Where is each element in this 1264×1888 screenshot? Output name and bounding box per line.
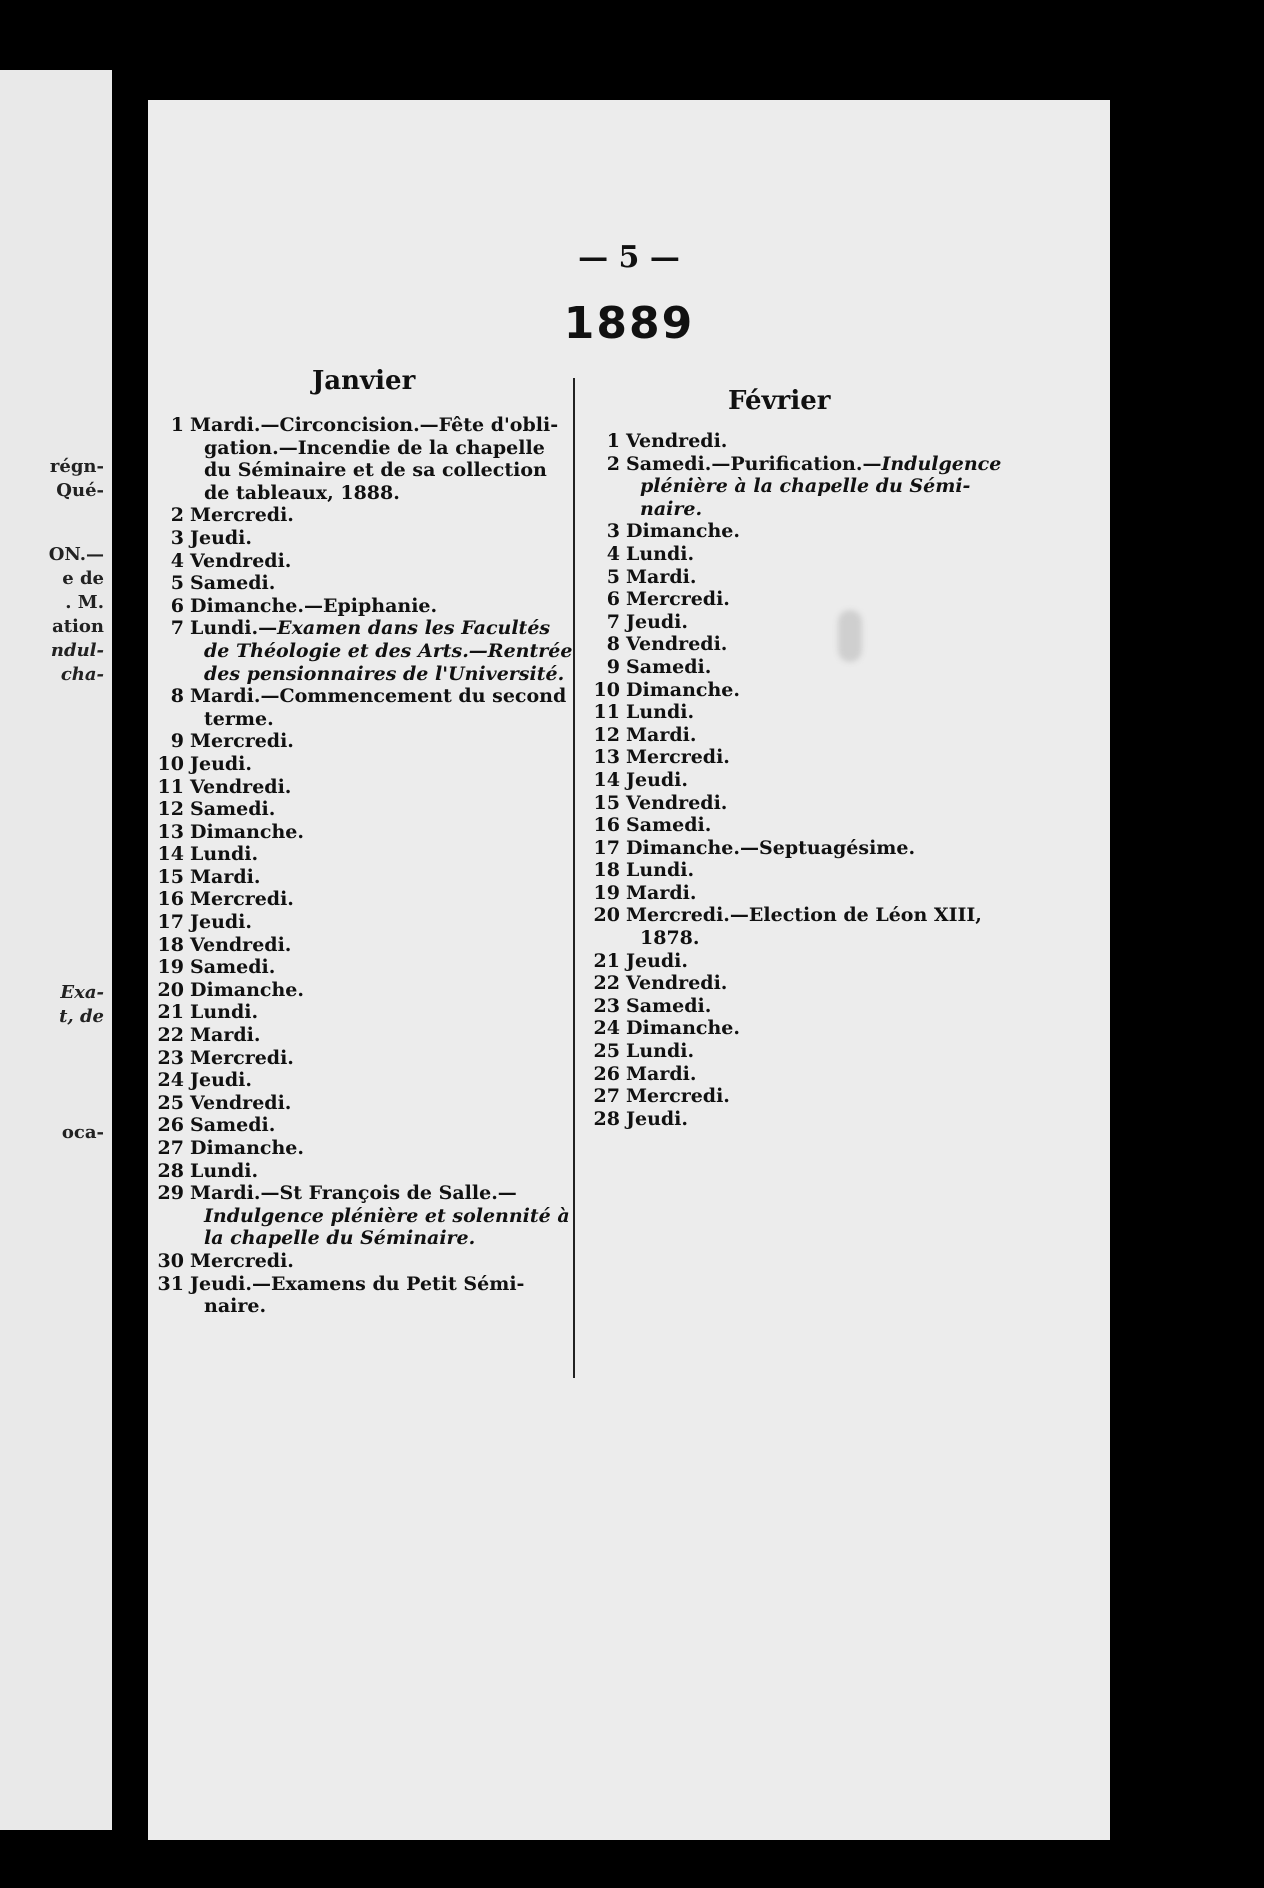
day-number: 1 — [606, 430, 620, 452]
list-item — [584, 566, 1104, 589]
facing-page-text: t, de — [59, 1006, 104, 1027]
list-item — [584, 701, 1104, 724]
day-number: 3 — [606, 520, 620, 543]
list-item — [584, 1085, 1104, 1108]
year-heading: 1889 — [563, 298, 695, 349]
day-number: 18 — [593, 859, 620, 882]
day-text: Jeudi. — [190, 1069, 253, 1092]
list-item — [148, 1137, 568, 1160]
day-text: Samedi. — [626, 814, 712, 837]
entry-continuation: naire. — [204, 1295, 267, 1318]
day-number: 13 — [593, 746, 620, 769]
facing-page-text: . M. — [65, 592, 104, 613]
day-text: Jeudi. — [626, 610, 689, 633]
day-text: Mercredi. — [626, 588, 730, 611]
day-number: 22 — [157, 1024, 184, 1047]
list-item — [148, 1160, 568, 1183]
day-number: 29 — [157, 1182, 184, 1205]
day-number: 16 — [157, 888, 184, 911]
entry-continuation: terme. — [204, 707, 274, 730]
janvier-list — [148, 414, 573, 1318]
facing-page-text: cha- — [60, 664, 104, 685]
list-item — [584, 950, 1104, 973]
day-text: Dimanche. — [190, 820, 305, 843]
day-text: Dimanche.—Septuagésime. — [626, 836, 916, 859]
day-text: Mardi. — [190, 1024, 261, 1047]
day-number: 21 — [157, 1001, 184, 1024]
day-text: Dimanche.—Epiphanie. — [190, 594, 438, 617]
list-item — [584, 814, 1104, 837]
day-number: 24 — [593, 1017, 620, 1040]
page-number: — 5 — — [578, 240, 680, 275]
day-number: 2 — [170, 504, 184, 527]
list-item — [148, 911, 568, 934]
day-text: Lundi. — [626, 542, 695, 565]
day-text: Mardi.—St François de Salle.— — [190, 1182, 517, 1205]
list-item — [148, 1250, 568, 1273]
list-item — [148, 798, 568, 821]
list-item — [584, 724, 1104, 747]
day-text: Dimanche. — [626, 678, 741, 701]
day-number: 12 — [157, 798, 184, 821]
entry-continuation: des pensionnaires de l'Université. — [204, 662, 565, 685]
day-text: Lundi. — [190, 843, 259, 866]
list-item — [584, 837, 1104, 860]
day-text: Samedi. — [190, 956, 276, 979]
entry-continuation: de Théologie et des Arts.—Rentrée — [204, 639, 573, 662]
month-title-janvier: Janvier — [312, 366, 416, 396]
entry-continuation: de tableaux, 1888. — [204, 481, 400, 504]
day-text: Mardi.—Commencement du second — [190, 685, 567, 708]
day-text: Lundi. — [626, 859, 695, 882]
day-number: 14 — [593, 768, 620, 791]
day-text-plain: Lundi.— — [190, 617, 278, 640]
list-item — [148, 1273, 568, 1296]
day-text-italic: Indulgence — [881, 452, 1002, 475]
entry-continuation: plénière à la chapelle du Sémi- — [640, 475, 971, 498]
day-number: 9 — [606, 655, 620, 678]
day-text: Lundi. — [190, 1159, 259, 1182]
day-text-italic: Examen dans les Facultés — [277, 617, 551, 640]
book-gutter — [112, 80, 148, 1820]
day-number: 23 — [593, 994, 620, 1017]
day-text — [626, 453, 1001, 476]
day-text: Samedi. — [626, 994, 712, 1017]
day-text: Mercredi. — [190, 730, 294, 753]
day-number: 20 — [593, 904, 620, 927]
list-item — [148, 934, 568, 957]
list-item — [148, 843, 568, 866]
day-text: Dimanche. — [190, 1137, 305, 1159]
list-item — [148, 979, 568, 1002]
calendar-page — [148, 100, 1110, 1840]
day-text: Mardi. — [626, 723, 697, 746]
facing-page-text: Qué- — [56, 480, 104, 501]
day-text: Lundi. — [626, 1040, 695, 1063]
list-item — [584, 611, 1104, 634]
day-number: 22 — [593, 972, 620, 995]
day-number: 20 — [157, 978, 184, 1001]
day-text-plain: Samedi.—Purification.— — [626, 452, 882, 475]
list-item — [148, 1182, 568, 1205]
day-text: Vendredi. — [190, 549, 292, 572]
list-item — [584, 679, 1104, 702]
list-item — [584, 430, 1104, 453]
list-item — [148, 1069, 568, 1092]
day-text: Lundi. — [626, 701, 695, 724]
list-item — [148, 617, 568, 640]
day-number: 27 — [157, 1137, 184, 1159]
list-item — [584, 543, 1104, 566]
list-item — [148, 572, 568, 595]
list-item — [148, 821, 568, 844]
day-text: Mercredi. — [626, 1085, 730, 1108]
list-item — [148, 1114, 568, 1137]
day-text: Jeudi. — [190, 911, 253, 934]
day-number: 24 — [157, 1069, 184, 1092]
facing-page-text: ndul- — [50, 640, 104, 661]
day-number: 25 — [157, 1091, 184, 1114]
list-item — [584, 633, 1104, 656]
day-text: Vendredi. — [626, 633, 728, 656]
day-number: 11 — [157, 775, 184, 798]
entry-continuation: 1878. — [640, 927, 700, 950]
day-number: 19 — [593, 881, 620, 904]
day-number: 5 — [170, 572, 184, 595]
day-number: 1 — [170, 414, 184, 436]
day-number: 6 — [606, 588, 620, 611]
day-text: Vendredi. — [190, 933, 292, 956]
day-number: 10 — [593, 678, 620, 701]
day-number: 30 — [157, 1249, 184, 1272]
day-number: 23 — [157, 1046, 184, 1069]
day-number: 31 — [157, 1272, 184, 1295]
entry-continuation: naire. — [640, 497, 703, 520]
list-item — [148, 1092, 568, 1115]
day-text: Jeudi. — [626, 768, 689, 791]
day-text: Mardi. — [626, 881, 697, 904]
list-item — [148, 753, 568, 776]
day-text — [190, 617, 550, 640]
day-number: 13 — [157, 820, 184, 843]
day-text: Jeudi. — [626, 949, 689, 972]
facing-page-text: oca- — [61, 1122, 104, 1143]
facing-page-text: ation — [52, 616, 104, 637]
list-item — [148, 504, 568, 527]
day-text: Jeudi. — [190, 752, 253, 775]
facing-page-text: e de — [62, 568, 104, 589]
day-number: 17 — [157, 911, 184, 934]
day-number: 21 — [593, 949, 620, 972]
day-number: 11 — [593, 701, 620, 724]
day-text: Samedi. — [626, 655, 712, 678]
list-item — [584, 1108, 1104, 1131]
entry-continuation: Indulgence plénière et solennité à — [204, 1204, 570, 1227]
day-number: 19 — [157, 956, 184, 979]
day-text: Dimanche. — [190, 978, 305, 1001]
day-text: Mardi. — [626, 1062, 697, 1085]
list-item — [584, 1017, 1104, 1040]
list-item — [148, 527, 568, 550]
day-number: 28 — [593, 1107, 620, 1130]
day-text: Samedi. — [190, 1114, 276, 1137]
list-item — [148, 685, 568, 708]
day-number: 5 — [606, 565, 620, 588]
list-item — [148, 956, 568, 979]
day-text: Mercredi. — [190, 888, 294, 911]
day-number: 26 — [593, 1062, 620, 1085]
list-item — [584, 859, 1104, 882]
day-number: 26 — [157, 1114, 184, 1137]
day-number: 15 — [157, 865, 184, 888]
list-item — [584, 520, 1104, 543]
day-number: 15 — [593, 791, 620, 814]
list-item — [584, 1063, 1104, 1086]
day-text: Mercredi.—Election de Léon XIII, — [626, 904, 982, 927]
day-number: 8 — [606, 633, 620, 656]
list-item — [584, 904, 1104, 927]
day-number: 7 — [170, 617, 184, 640]
entry-continuation: gation.—Incendie de la chapelle — [204, 436, 545, 459]
day-number: 27 — [593, 1085, 620, 1108]
list-item — [584, 656, 1104, 679]
fevrier-list — [584, 430, 1104, 1130]
day-number: 10 — [157, 752, 184, 775]
day-text: Samedi. — [190, 798, 276, 821]
day-number: 4 — [170, 549, 184, 572]
day-number: 12 — [593, 723, 620, 746]
list-item — [148, 730, 568, 753]
day-text: Mercredi. — [190, 504, 294, 527]
day-number: 8 — [170, 685, 184, 708]
day-text: Jeudi. — [190, 526, 253, 549]
list-item — [148, 1024, 568, 1047]
day-number: 28 — [157, 1159, 184, 1182]
entry-continuation: la chapelle du Séminaire. — [204, 1227, 476, 1250]
day-number: 3 — [170, 526, 184, 549]
day-text: Samedi. — [190, 572, 276, 595]
day-text: Vendredi. — [190, 775, 292, 798]
book-edge — [1110, 100, 1150, 1840]
facing-page-text: ON.— — [48, 544, 104, 565]
list-item — [148, 595, 568, 618]
facing-page-text: Exa- — [60, 982, 104, 1003]
list-item — [584, 453, 1104, 476]
day-text: Mardi.—Circoncision.—Fête d'obli- — [190, 414, 559, 436]
list-item — [584, 882, 1104, 905]
column-divider — [573, 378, 575, 1378]
day-number: 18 — [157, 933, 184, 956]
day-number: 4 — [606, 542, 620, 565]
list-item — [584, 995, 1104, 1018]
list-item — [584, 588, 1104, 611]
day-text: Dimanche. — [626, 1017, 741, 1040]
day-text: Vendredi. — [626, 430, 728, 452]
day-text: Vendredi. — [626, 972, 728, 995]
day-text: Mardi. — [190, 865, 261, 888]
list-item — [148, 1047, 568, 1070]
day-text: Mardi. — [626, 565, 697, 588]
day-text: Jeudi.—Examens du Petit Sémi- — [190, 1272, 525, 1295]
list-item — [148, 550, 568, 573]
day-text: Mercredi. — [190, 1046, 294, 1069]
list-item — [148, 888, 568, 911]
list-item — [584, 746, 1104, 769]
list-item — [584, 972, 1104, 995]
list-item — [584, 1040, 1104, 1063]
day-number: 9 — [170, 730, 184, 753]
day-number: 14 — [157, 843, 184, 866]
list-item — [148, 776, 568, 799]
entry-continuation: du Séminaire et de sa collection — [204, 459, 547, 482]
day-number: 7 — [606, 610, 620, 633]
list-item — [148, 1001, 568, 1024]
day-number: 17 — [593, 836, 620, 859]
day-text: Vendredi. — [190, 1091, 292, 1114]
day-text: Mercredi. — [190, 1249, 294, 1272]
facing-page-text: régn- — [49, 456, 104, 477]
list-item — [148, 414, 568, 437]
day-number: 6 — [170, 594, 184, 617]
day-number: 2 — [606, 452, 620, 475]
day-number: 16 — [593, 814, 620, 837]
facing-page-fragment — [0, 70, 112, 1830]
day-text: Mercredi. — [626, 746, 730, 769]
list-item — [148, 866, 568, 889]
day-text: Dimanche. — [626, 520, 741, 543]
list-item — [584, 792, 1104, 815]
day-text: Vendredi. — [626, 791, 728, 814]
month-title-fevrier: Février — [728, 386, 831, 416]
day-text: Lundi. — [190, 1001, 259, 1024]
day-text: Jeudi. — [626, 1107, 689, 1130]
day-number: 25 — [593, 1040, 620, 1063]
list-item — [584, 769, 1104, 792]
